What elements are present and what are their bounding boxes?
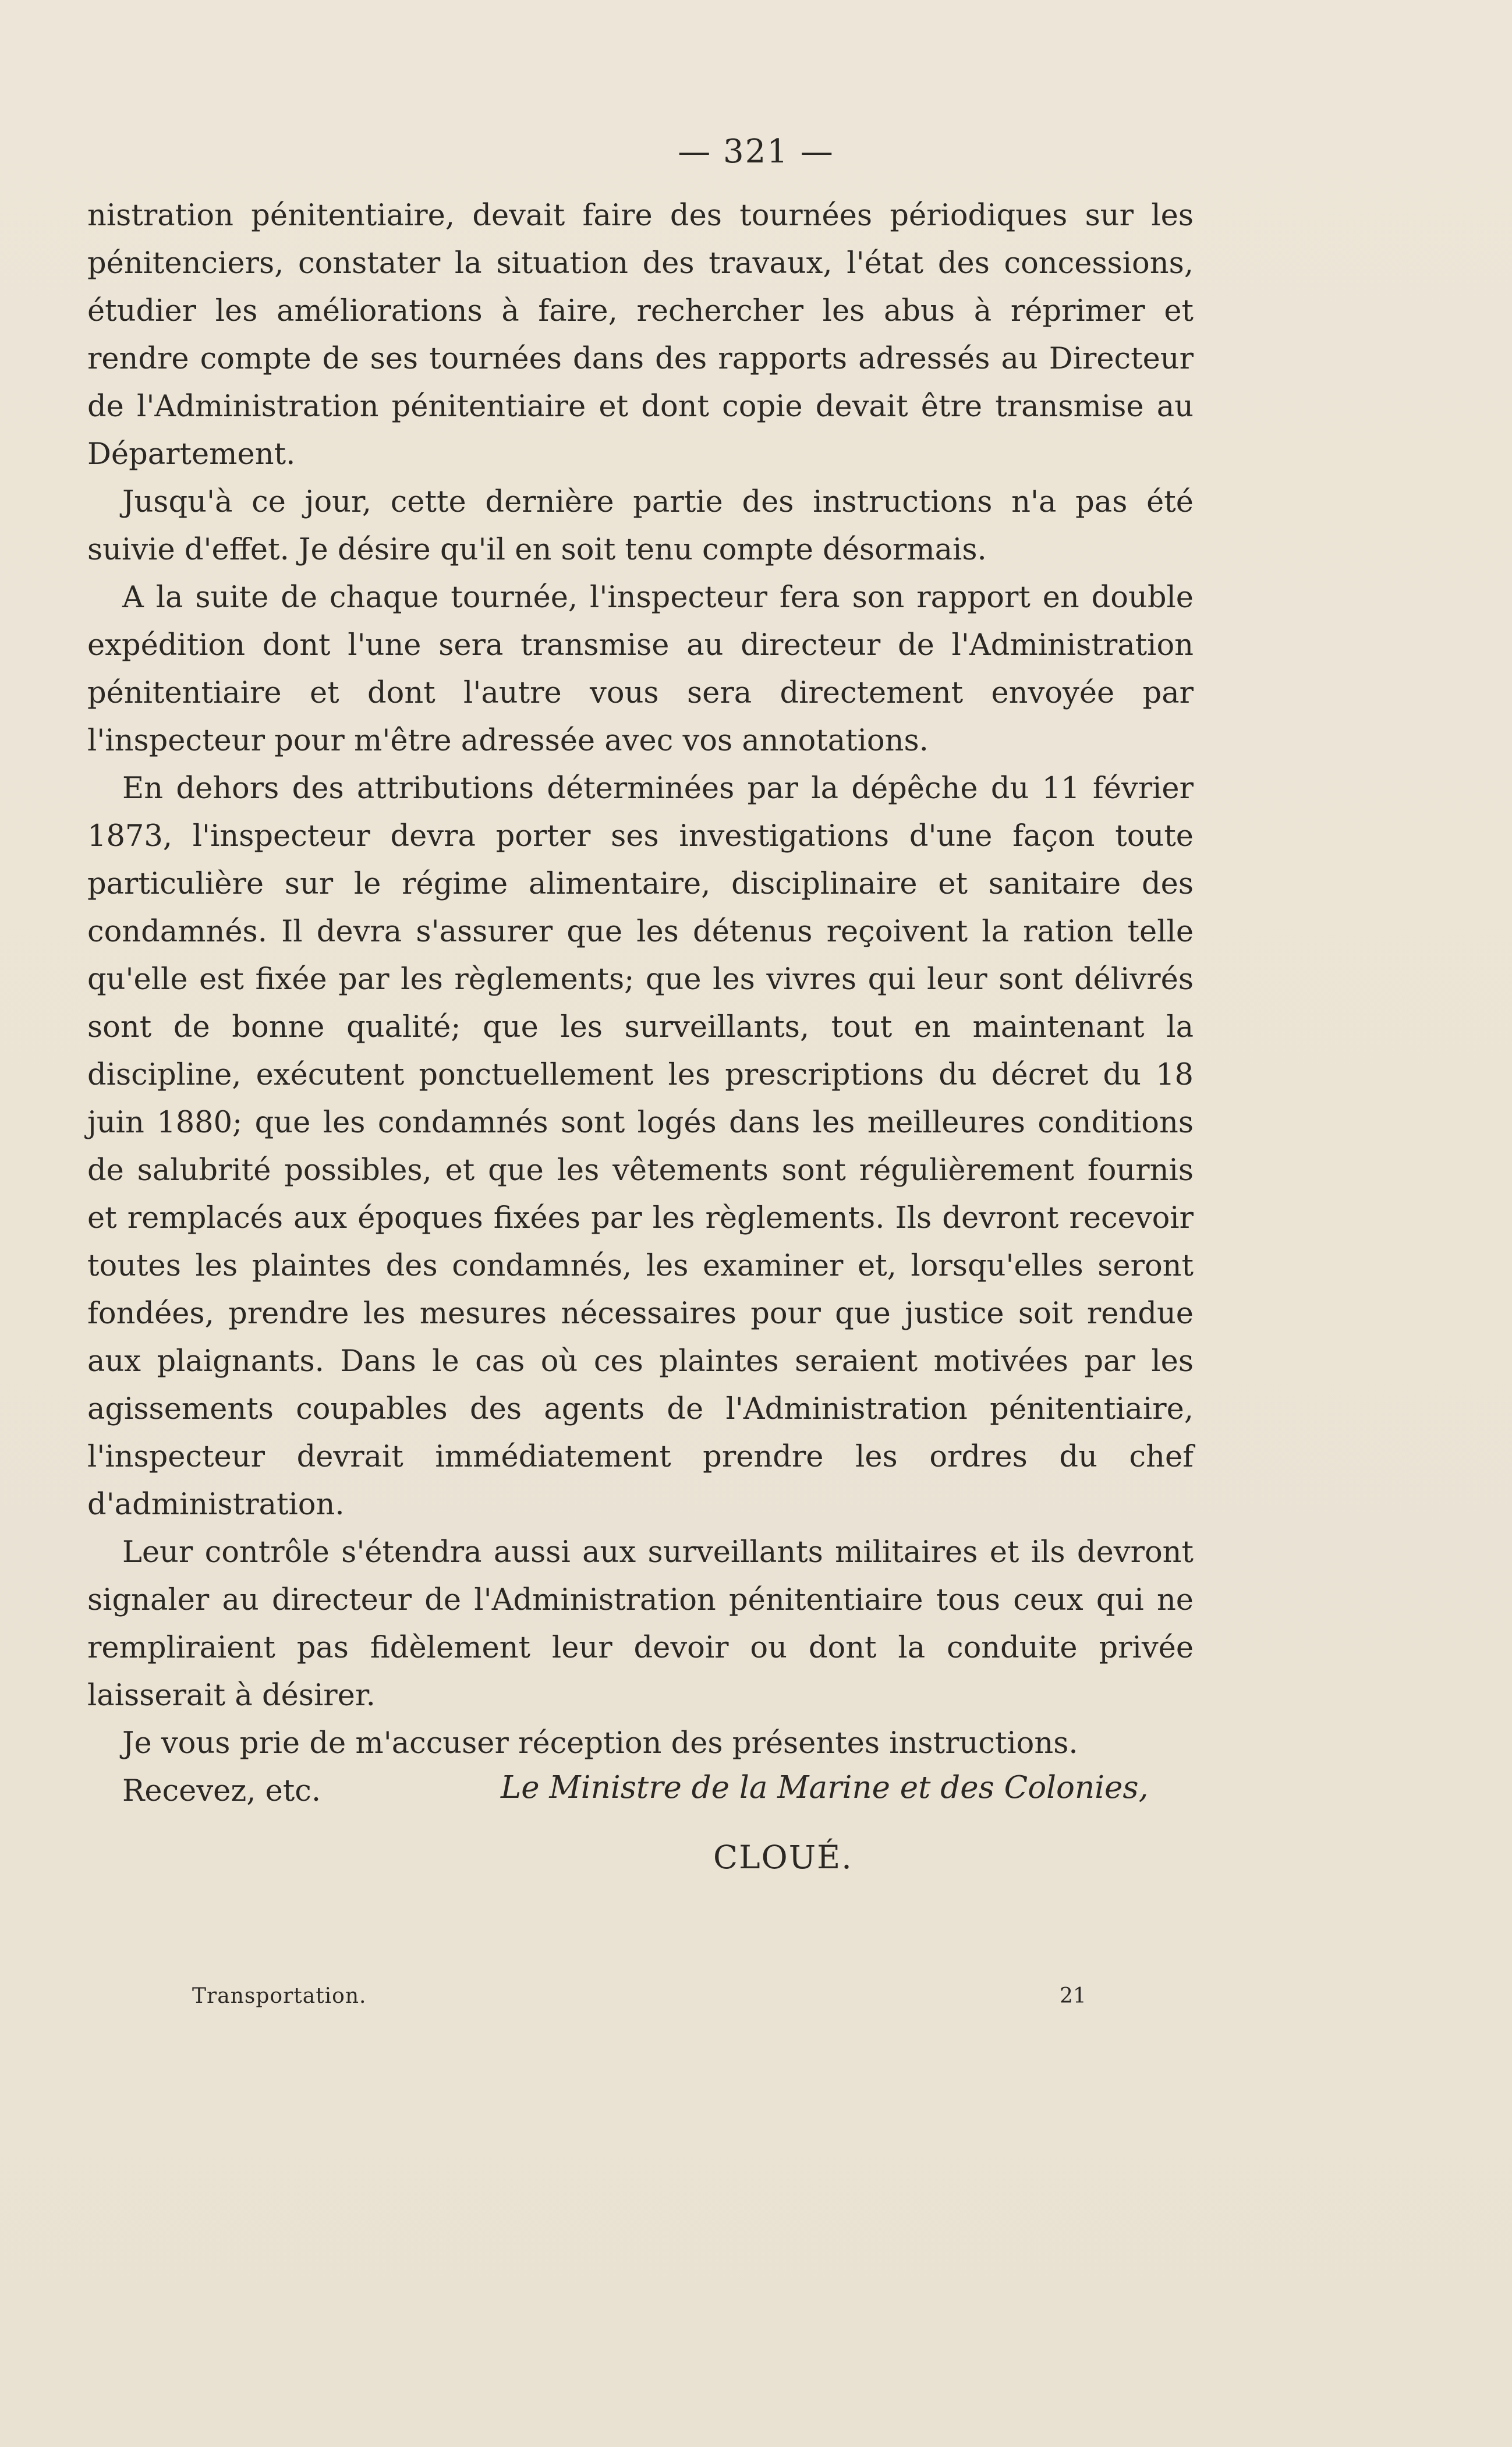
paragraph-4: En dehors des attributions déterminées par la dépêche du 11 février 1873, l'inspecteur devra porter ses investigations d'une façon toute particulière sur le régime alimentaire, disciplinaire et sanitaire des condamnés. Il devra s'assurer que les détenus reçoivent la ration telle qu'elle est fixée par les règlements; que les vivres qui leur sont délivrés sont de bonne qualité; que les surveillants, tout en maintenant la discipline, exécutent ponctuellement les prescriptions du décret du 18 juin 1880; que les condamnés sont logés dans les meilleures conditions de salubrité possibles, et que les vêtements sont régulièrement fournis et remplacés aux époques fixées par les règlements. Ils devront recevoir toutes les plaintes des condamnés, les examiner et, lorsqu'elles seront fondées, prendre les mesures nécessaires pour que justice soit rendue aux plaignants. Dans le cas où ces plaintes seraient motivées par les agissements coupables des agents de l'Administration pénitentiaire, l'inspecteur devrait immédiatement prendre les ordres du chef d'administration. [87, 771, 1194, 1522]
signature-name: CLOUÉ. [713, 1839, 853, 1876]
paragraph-5: Leur contrôle s'étendra aussi aux surveillants militaires et ils devront signaler au directeur de l'Administration pénitentiaire tous ceux qui ne rempliraient pas fidèlement leur devoir ou dont la conduite privée laisserait à désirer. [87, 1535, 1194, 1713]
paragraph-2: Jusqu'à ce jour, cette dernière partie des instructions n'a pas été suivie d'effet. Je désire qu'il en soit tenu compte désormais. [87, 485, 1194, 567]
footer-section-label: Transportation. [192, 1984, 367, 2008]
paragraph-3: A la suite de chaque tournée, l'inspecteur fera son rapport en double expédition dont l'une sera transmise au directeur de l'Administration pénitentiaire et dont l'autre vous sera directement envoyée par l'inspecteur pour m'être adressée avec vos annotations. [87, 580, 1194, 758]
paragraph-7: Recevez, etc. [122, 1774, 321, 1808]
signature-title: Le Ministre de la Marine et des Colonies, [501, 1770, 1149, 1805]
footer-signature-mark: 21 [1060, 1984, 1086, 2008]
paragraph-6: Je vous prie de m'accuser réception des présentes instructions. [122, 1726, 1078, 1761]
paragraph-1: nistration pénitentiaire, devait faire des tournées périodiques sur les pénitenciers, constater la situation des travaux, l'état des concessions, étudier les améliorations à faire, rechercher les abus à réprimer et rendre compte de ses tournées dans des rapports adressés au Directeur de l'Administration pénitentiaire et dont copie devait être transmise au Département. [87, 199, 1194, 472]
page-number: — 321 — [678, 133, 834, 171]
body-text [87, 192, 1194, 1815]
